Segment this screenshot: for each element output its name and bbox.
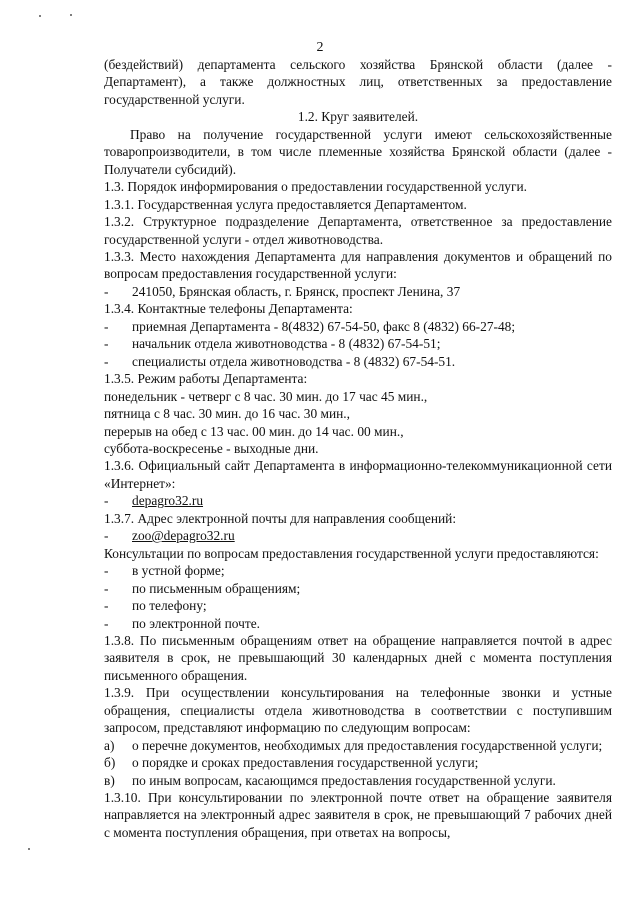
dash-marker: - [104, 283, 109, 299]
schedule-line: пятница с 8 час. 30 мин. до 16 час. 30 мин., [104, 406, 351, 422]
dash-marker: - [104, 598, 109, 614]
paragraph-1-3-8: 1.3.8. По письменным обращениям ответ на обращение направляется почтой в адрес заявителя в срок, не превышающий 30 календарных дней с момента поступления письменного обращения. [104, 632, 612, 683]
schedule-line: понедельник - четверг с 8 час. 30 мин. до 17 час 45 мин., [104, 388, 428, 404]
consult-option: по письменным обращениям; [132, 580, 301, 596]
paragraph-1-3-5: 1.3.5. Режим работы Департамента: [104, 371, 308, 387]
list-item [104, 615, 612, 632]
list-item [104, 772, 612, 789]
dash-marker: - [104, 336, 109, 352]
dash-marker: - [104, 493, 109, 509]
address-text: 241050, Брянская область, г. Брянск, проспект Ленина, 37 [132, 283, 461, 299]
list-item [104, 737, 612, 754]
phone-reception: приемная Департамента - 8(4832) 67-54-50, факс 8 (4832) 66-27-48; [132, 318, 516, 334]
question-item: о перечне документов, необходимых для предоставления государственной услуги; [132, 737, 603, 753]
consult-option: по телефону; [132, 598, 207, 614]
section-heading-1-2: 1.2. Круг заявителей. [297, 109, 419, 125]
email-link[interactable]: zoo@depagro32.ru [132, 528, 235, 544]
list-item [104, 353, 612, 370]
paragraph-1-3-10: 1.3.10. При консультировании по электронной почте ответ на обращение заявителя направляется на электронный адрес заявителя в срок, не превышающий 7 рабочих дней с момента поступления обращения, при ответах на вопросы, [104, 790, 612, 840]
paragraph-1-3-9: 1.3.9. При осуществлении консультирования на телефонные звонки и устные обращения, специалисты отдела животноводства в соответствии с поступившим запросом, представляют информацию по следующим вопросам: [104, 685, 612, 736]
list-item [104, 562, 612, 579]
list-item [104, 754, 612, 771]
scan-speck [28, 848, 30, 850]
dash-marker: - [104, 353, 109, 369]
dash-marker: - [104, 318, 109, 334]
website-link[interactable]: depagro32.ru [132, 493, 204, 509]
question-item: о порядке и сроках предоставления государственной услуги; [132, 755, 479, 771]
paragraph-1-3-2: 1.3.2. Структурное подразделение Департамента, ответственное за предоставление государственной услуги - отдел животноводства. [104, 214, 612, 247]
paragraph-1-3-7: 1.3.7. Адрес электронной почты для направления сообщений: [104, 510, 457, 526]
intro-paragraph: (бездействий) департамента сельского хозяйства Брянской области (далее - Департамент), а также должностных лиц, ответственных за предоставление государственной услуги. [104, 57, 612, 107]
list-item [104, 283, 612, 300]
phone-specialists: специалисты отдела животноводства - 8 (4832) 67-54-51. [132, 353, 456, 369]
paragraph-1-2: Право на получение государственной услуги имеют сельскохозяйственные товаропроизводители, в том числе племенные хозяйства Брянской области (далее - Получатели субсидий). [104, 126, 612, 177]
list-item [104, 580, 612, 597]
paragraph-1-3-4: 1.3.4. Контактные телефоны Департамента: [104, 301, 353, 317]
list-item [104, 492, 612, 509]
question-item: по иным вопросам, касающимся предоставления государственной услуги. [132, 772, 556, 788]
list-item [104, 335, 612, 352]
letter-marker: в) [104, 772, 115, 788]
dash-marker: - [104, 563, 109, 579]
paragraph-1-3-1: 1.3.1. Государственная услуга предоставляется Департаментом. [104, 196, 467, 212]
paragraph-1-3-3: 1.3.3. Место нахождения Департамента для направления документов и обращений по вопросам предоставления государственной услуги: [104, 248, 612, 282]
schedule-line: суббота-воскресенье - выходные дни. [104, 440, 319, 456]
dash-marker: - [104, 528, 109, 544]
consultation-intro: Консультации по вопросам предоставления государственной услуги предоставляются: [104, 545, 599, 561]
letter-marker: а) [104, 737, 115, 753]
page-number: 2 [316, 40, 324, 55]
paragraph-1-3: 1.3. Порядок информирования о предоставлении государственной услуги. [104, 179, 528, 195]
dash-marker: - [104, 580, 109, 596]
list-item [104, 597, 612, 614]
consult-option: в устной форме; [132, 563, 225, 579]
scan-speck [39, 15, 41, 17]
paragraph-1-3-6: 1.3.6. Официальный сайт Департамента в информационно-телекоммуникационной сети «Интернет»: [104, 458, 612, 491]
phone-head: начальник отдела животноводства - 8 (4832) 67-54-51; [132, 336, 441, 352]
letter-marker: б) [104, 755, 116, 771]
scan-speck [70, 14, 72, 16]
consult-option: по электронной почте. [132, 615, 261, 631]
dash-marker: - [104, 615, 109, 631]
document-body [104, 56, 612, 841]
schedule-line: перерыв на обед с 13 час. 00 мин. до 14 час. 00 мин., [104, 423, 404, 439]
list-item [104, 527, 612, 544]
list-item [104, 318, 612, 335]
